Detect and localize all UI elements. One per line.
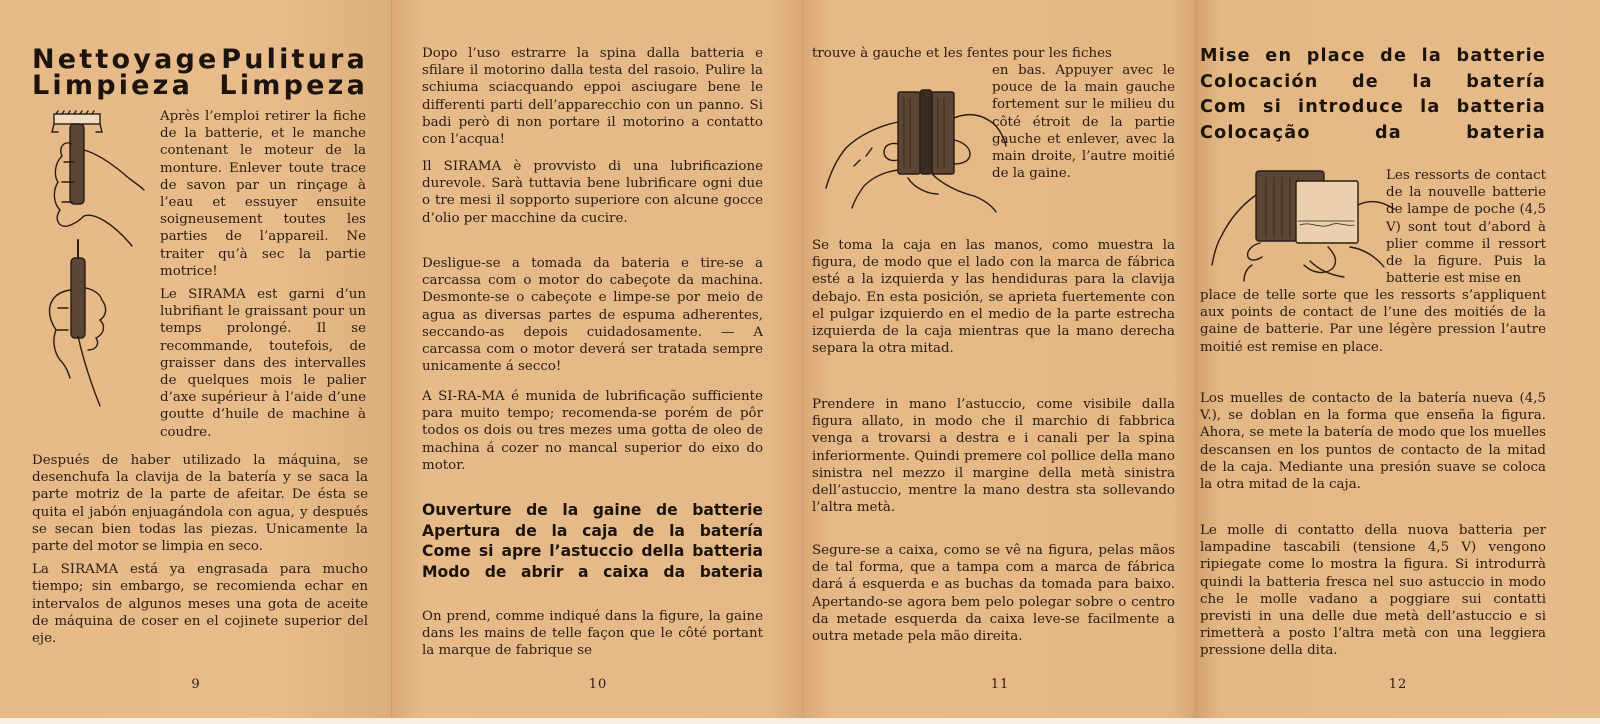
paragraph-fr-opening-start: On prend, comme indiqué dans la figure, la gaine dans les mains de telle façon que le côté portant la marque de fabrique se (422, 609, 763, 659)
heading-pt: Limpeza (219, 70, 368, 101)
text-block-es (32, 452, 368, 647)
section-headings-opening (422, 500, 763, 582)
heading-insert-fr: Mise en place de la batterie (1200, 46, 1546, 66)
paragraph-fr-insert-wrap: Les ressorts de contact de la nouvelle batterie de lampe de poche (4,5 V) sont tout d’abord à plier comme il ressort de la figure. Puis la batterie est mise en (1386, 168, 1546, 287)
paragraph-fr-opening-wrap: en bas. Appuyer avec le pouce de la main gauche fortement sur le milieu du côté étroit de la partie gauche et enlever, avec la main droite, l’autre moitié de la gaine. (992, 63, 1175, 182)
text-block-fr-insert (1200, 287, 1546, 356)
text-block-es-opening (812, 237, 1175, 357)
heading-es: Limpieza (32, 70, 194, 101)
text-block-pt-opening (812, 542, 1175, 645)
page-number: 10 (588, 677, 608, 692)
heading-opening-es: Apertura de la caja de la batería (422, 521, 763, 540)
paragraph-fr-lubrication: Le SIRAMA est garni d’un lubrifiant le graissant pour un temps prolongé. Il se recommande, toutefois, de graisser dans des intervalles de quelques mois le palier d’axe supérieur à l’aide d’une goutte d’huile de machine à coudre. (160, 287, 366, 440)
page-11 (804, 0, 1196, 718)
text-block-it-opening (812, 396, 1175, 516)
paragraph-es-cleaning: Después de haber utilizado la máquina, se desenchufa la clavija de la batería y se saca la parte motriz de la parte de afeitar. De ésta se quita el jabón enjuagándola con agua, y después se secan bien todas las piezas. Unicamente la parte del motor se limpia en seco. (32, 453, 368, 555)
paragraph-it-opening: Prendere in mano l’astuccio, come visibile dalla figura allato, in modo che il marchio di fabbrica venga a trovarsi a destra e i canali per la spina inferiormente. Quindi premere col pollice della mano sinistra nel mezzo il margine della metà sinistra dell’astuccio, mentre la mano destra sta sollevando l’altra metà. (812, 397, 1175, 516)
paragraph-fr-cleaning: Après l’emploi retirer la fiche de la batterie, et le manche contenant le moteur de la monture. Enlever toute trace de savon par un rinçage à l’eau et essuyer ensuite soigneusement toutes les parties de l’appareil. Ne traiter qu’à sec la partie motrice! (160, 109, 366, 279)
paragraph-fr-opening-line: trouve à gauche et les fentes pour les fiches (812, 46, 1112, 61)
paragraph-it-insert: Le molle di contatto della nuova batteria per lampadine tascabili (tensione 4,5 V) vengono ripiegate come lo mostra la figura. Si introdurrà quindi la batteria fresca nel suo astuccio in modo che le molle vadano a poggiare sui contatti previsti in una delle due metà dell’astuccio e si rimetterà a posto l’altra metà con una leggiera pressione della dita. (1200, 523, 1546, 659)
paragraph-pt-lubrication: A SI-RA-MA é munida de lubrificação sufficiente para muito tempo; recomenda-se porém de pôr todos os dois ou tres mezes uma gotta de oleo de machina á cozer no mancal superior do eixo do motor. (422, 389, 763, 473)
heading-insert-it: Com si introduce la batteria (1200, 97, 1546, 118)
heading-insert-pt: Colocação da bateria (1200, 122, 1546, 143)
page-number: 9 (191, 677, 201, 692)
paragraph-pt-cleaning: Desligue-se a tomada da bateria e tire-se a carcassa com o motor do cabeçote da machina. Desmonte-se o cabeçote e limpe-se por meio de agua as diversas partes de espuma adherentes, seccando-as depois cuidadosamente. — A carcassa com o motor deverá ser tratada sempre unicamente á secco! (422, 256, 763, 375)
hand-holding-razor-icon (48, 108, 153, 418)
heading-fr: Nettoyage (32, 44, 220, 75)
paragraph-es-opening: Se toma la caja en las manos, como muestra la figura, de modo que el lado con la marca de fábrica esté a la izquierda y las hendiduras para la clavija debajo. En esta posición, se aprieta fuertemente con el pulgar izquierdo en el medio de la parte estrecha izquierda de la caja mientras que la mano derecha separa la otra mitad. (812, 238, 1175, 357)
page-number: 11 (990, 677, 1010, 692)
heading-opening-it: Come si apre l’astuccio della batteria (422, 542, 763, 560)
heading-opening-pt: Modo de abrir a caixa da bateria (422, 562, 763, 581)
text-block-pt-cleaning (422, 255, 763, 375)
page-number: 12 (1388, 677, 1408, 692)
page-10 (392, 0, 804, 718)
paragraph-it-cleaning: Dopo l’uso estrarre la spina dalla batteria e sfilare il motorino dalla testa del rasoio. Pulire la schiuma sciacquando eppoi asciugare bene le differenti parti dell’apparecchio con un panno. Si badi però di non portare il motorino a contatto con l’acqua! (422, 46, 763, 148)
page-9 (0, 0, 392, 718)
paragraph-es-insert: Los muelles de contacto de la batería nueva (4,5 V.), se doblan en la forma que enseña la figura. Ahora, se mete la batería de modo que los muelles descansen en los puntos de contacto de la mitad de la caja. Mediante una presión suave se coloca la otra mitad de la caja. (1200, 391, 1546, 493)
text-block-it-cleaning (422, 45, 763, 148)
text-block-fr-opening (422, 608, 763, 660)
text-block-it-lubrication (422, 158, 763, 227)
heading-insert-es: Colocación de la batería (1200, 71, 1546, 92)
paragraph-fr-insert-continuation: place de telle sorte que les ressorts s’appliquent aux points de contact de l’une des moitiés de la gaine de batterie. Par une légère pression l’autre moitié est remise en place. (1200, 288, 1546, 355)
paragraph-pt-opening: Segure-se a caixa, como se vê na figura, pelas mãos de tal forma, que a tampa com a marca de fábrica dará á esquerda e as buchas da tomada para baixo. Apertando-se agora bem pelo polegar sobre o centro da metade esquerda da caixa leve-se facilmente a outra metade pela mão direita. (812, 543, 1175, 645)
heading-row-2 (32, 70, 368, 101)
text-block-es-insert (1200, 390, 1546, 493)
text-block-it-insert (1200, 522, 1546, 660)
hands-opening-battery-case-icon (812, 78, 1012, 218)
paragraph-es-lubrication: La SIRAMA está ya engrasada para mucho tiempo; sin embargo, se recomienda echar en intervalos de algunos meses una gota de aceite de máquina de coser en el cojinete superior del eje. (32, 562, 368, 647)
text-block-fr (160, 108, 366, 441)
section-headings-insert (1200, 44, 1546, 146)
heading-it: Pulitura (221, 44, 368, 75)
text-block-pt-lubrication (422, 388, 763, 474)
page-12 (1196, 0, 1600, 718)
hands-inserting-battery-icon (1200, 165, 1400, 285)
heading-opening-fr: Ouverture de la gaine de batterie (422, 501, 763, 519)
paragraph-it-lubrication: Il SIRAMA è provvisto di una lubrificazione durevole. Sarà tuttavia bene lubrificare ogni due o tre mesi il sopporto superiore con alcune gocce d’olio per macchine da cucire. (422, 159, 763, 226)
